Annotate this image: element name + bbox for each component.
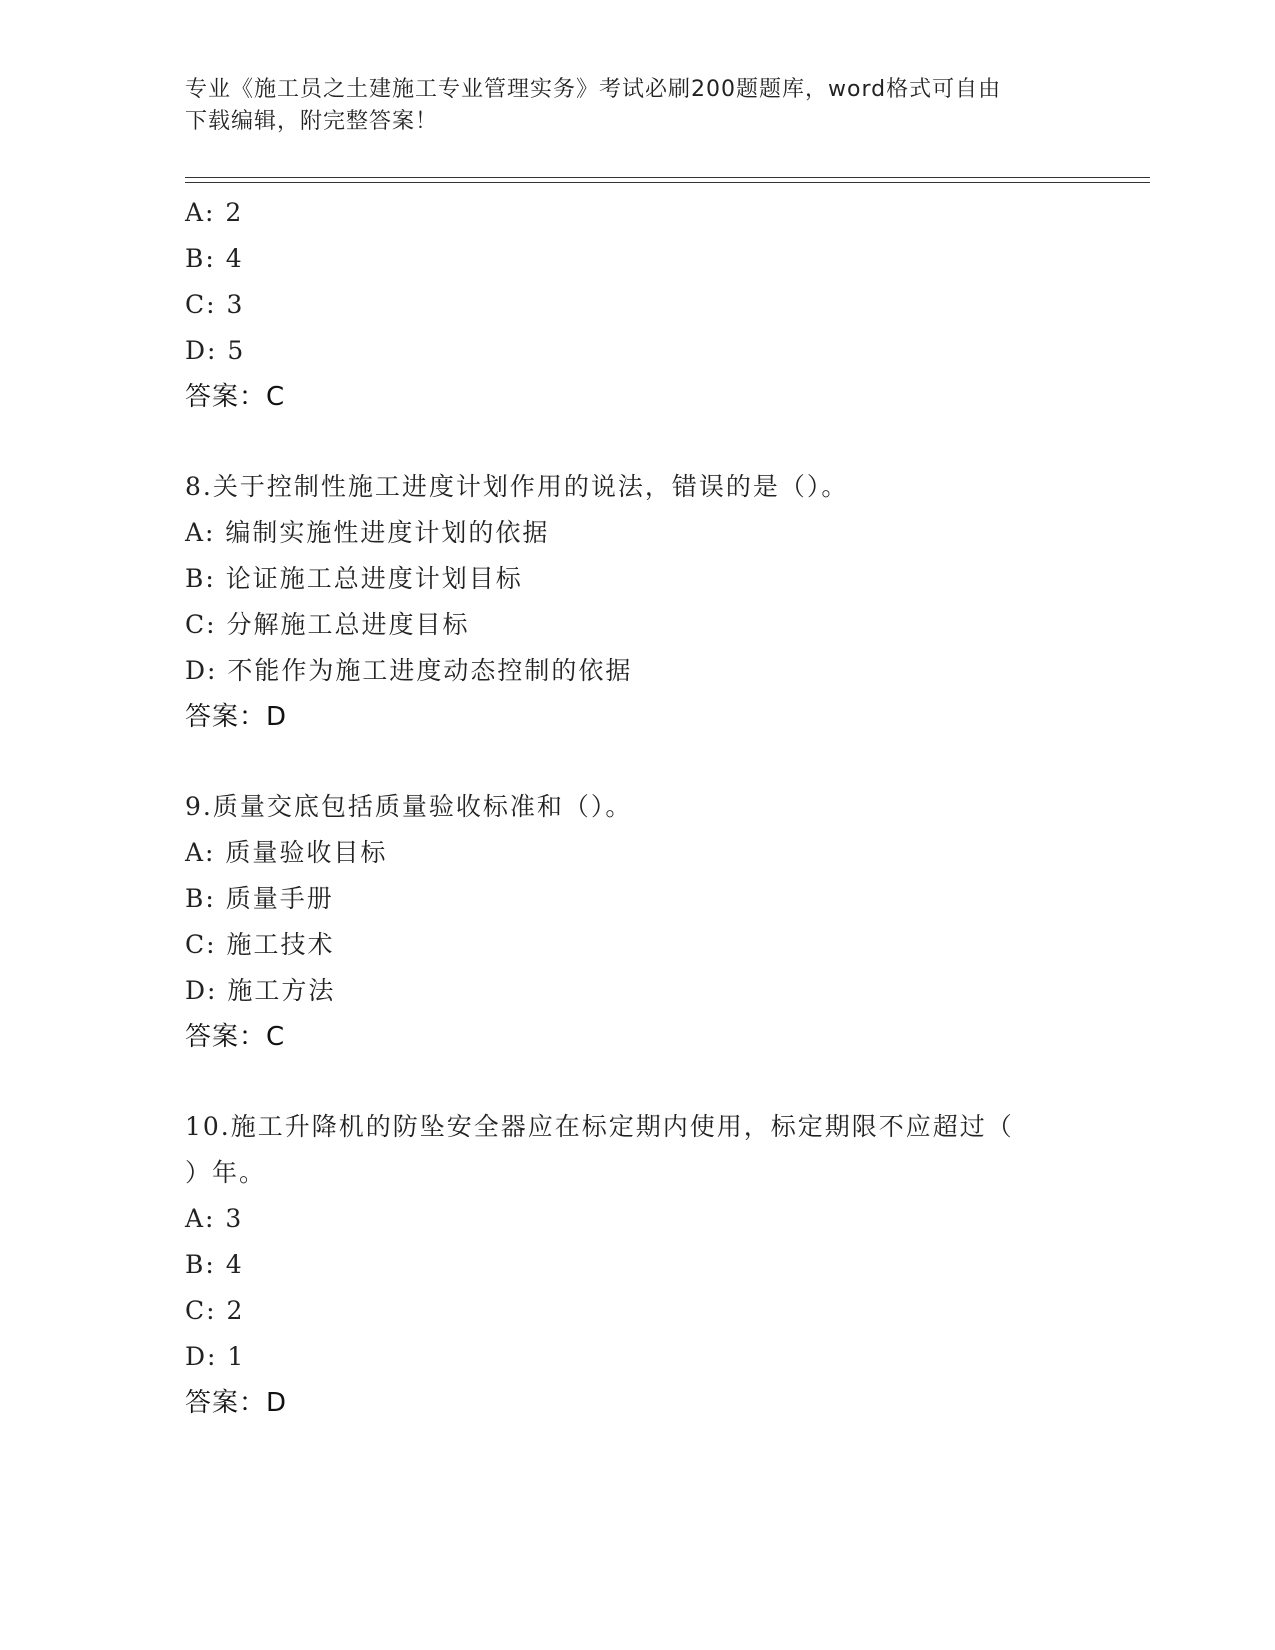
question-text-line-1: 10.施工升降机的防坠安全器应在标定期内使用，标定期限不应超过（ (185, 1112, 1014, 1141)
option-c: C: 2 (185, 1296, 245, 1325)
spacer (185, 740, 1065, 784)
option-a: A: 3 (185, 1204, 244, 1233)
option-d: D: 5 (185, 336, 246, 365)
option-b: B: 质量手册 (185, 884, 334, 913)
option-d: D: 施工方法 (185, 976, 336, 1005)
option-b: B: 4 (185, 244, 244, 273)
option-b: B: 论证施工总进度计划目标 (185, 564, 523, 593)
answer-line: 答案：D (185, 1388, 288, 1418)
question-text-line-2: ）年。 (185, 1158, 267, 1187)
header-rule-top (185, 177, 1150, 178)
option-b: B: 4 (185, 1250, 244, 1279)
option-c: C: 3 (185, 290, 245, 319)
option-a: A: 2 (185, 198, 244, 227)
question-list (185, 190, 1065, 1426)
answer-line: 答案：D (185, 702, 288, 732)
question-block-8 (185, 464, 1065, 740)
question-text: 9.质量交底包括质量验收标准和（）。 (185, 792, 633, 821)
spacer (185, 1060, 1065, 1104)
option-c: C: 施工技术 (185, 930, 335, 959)
option-a: A: 编制实施性进度计划的依据 (185, 518, 550, 547)
option-d: D: 不能作为施工进度动态控制的依据 (185, 656, 633, 685)
question-block-10 (185, 1104, 1065, 1426)
option-c: C: 分解施工总进度目标 (185, 610, 470, 639)
answer-line: 答案：C (185, 1022, 286, 1052)
question-text: 8.关于控制性施工进度计划作用的说法，错误的是（）。 (185, 472, 849, 501)
answer-line: 答案：C (185, 382, 286, 412)
header-line-1: 专业《施工员之土建施工专业管理实务》考试必刷200题题库，word格式可自由 (185, 77, 1002, 102)
option-d: D: 1 (185, 1342, 246, 1371)
question-block-9 (185, 784, 1065, 1060)
header-line-2: 下载编辑，附完整答案！ (185, 109, 439, 134)
question-block-7 (185, 190, 1065, 420)
document-header (185, 74, 1065, 138)
header-rule-bottom (185, 182, 1150, 183)
spacer (185, 420, 1065, 464)
option-a: A: 质量验收目标 (185, 838, 388, 867)
